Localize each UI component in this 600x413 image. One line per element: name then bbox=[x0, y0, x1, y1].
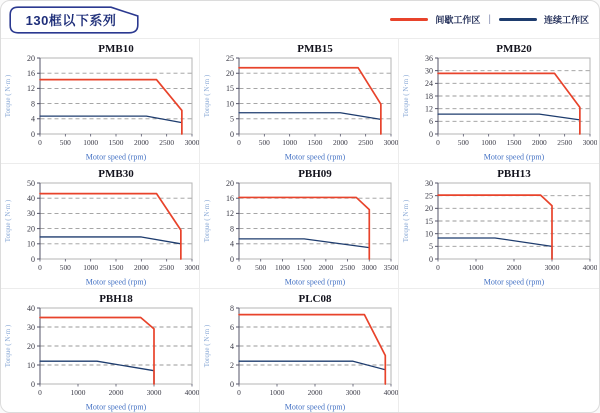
svg-text:4000: 4000 bbox=[184, 388, 199, 397]
chart-cell-PBH09 bbox=[200, 164, 399, 289]
chart-title: PMB20 bbox=[496, 43, 532, 55]
svg-text:3000: 3000 bbox=[146, 388, 162, 397]
x-axis-label: Motor speed (rpm) bbox=[284, 277, 346, 287]
chart-title: PBH13 bbox=[497, 168, 531, 180]
svg-text:2000: 2000 bbox=[133, 263, 149, 272]
svg-text:10: 10 bbox=[27, 239, 35, 249]
plot-area bbox=[239, 58, 391, 134]
svg-text:3000: 3000 bbox=[184, 263, 199, 272]
svg-text:0: 0 bbox=[31, 379, 35, 389]
svg-text:30: 30 bbox=[425, 66, 433, 76]
header bbox=[1, 1, 599, 38]
x-axis-label: Motor speed (rpm) bbox=[483, 277, 545, 287]
svg-text:0: 0 bbox=[436, 138, 440, 147]
x-axis-label: Motor speed (rpm) bbox=[85, 152, 147, 162]
svg-text:10: 10 bbox=[27, 360, 35, 370]
y-axis-label: Torque ( N·m ) bbox=[402, 199, 410, 243]
chart-title: PBH18 bbox=[99, 293, 133, 305]
chart-title: PMB10 bbox=[98, 43, 134, 55]
legend bbox=[390, 13, 589, 26]
legend-label-intermittent: 间歇工作区 bbox=[435, 15, 481, 25]
svg-text:2000: 2000 bbox=[531, 138, 547, 147]
svg-text:8: 8 bbox=[230, 224, 234, 234]
svg-text:1000: 1000 bbox=[468, 263, 484, 272]
svg-text:30: 30 bbox=[27, 209, 35, 219]
svg-text:2: 2 bbox=[230, 360, 234, 370]
svg-text:0: 0 bbox=[38, 263, 42, 272]
chart-cell-PMB10 bbox=[1, 39, 200, 164]
svg-text:16: 16 bbox=[27, 69, 35, 78]
svg-text:1000: 1000 bbox=[282, 138, 298, 147]
svg-text:25: 25 bbox=[226, 53, 234, 63]
svg-text:16: 16 bbox=[226, 194, 234, 203]
svg-text:30: 30 bbox=[27, 322, 35, 332]
chart-PBH09 bbox=[201, 166, 398, 287]
svg-text:1500: 1500 bbox=[108, 138, 124, 147]
svg-text:2000: 2000 bbox=[506, 263, 522, 272]
svg-text:1000: 1000 bbox=[481, 138, 497, 147]
svg-text:4: 4 bbox=[31, 114, 35, 124]
y-axis-label: Torque ( N·m ) bbox=[203, 199, 211, 243]
svg-text:24: 24 bbox=[425, 79, 433, 89]
svg-text:1000: 1000 bbox=[269, 388, 285, 397]
chart-title: PMB30 bbox=[98, 168, 134, 180]
svg-text:4000: 4000 bbox=[383, 388, 398, 397]
chart-PMB20 bbox=[400, 41, 597, 162]
svg-text:0: 0 bbox=[31, 129, 35, 139]
svg-text:4000: 4000 bbox=[582, 263, 597, 272]
svg-text:10: 10 bbox=[425, 229, 433, 239]
svg-text:0: 0 bbox=[230, 379, 234, 389]
svg-text:0: 0 bbox=[230, 129, 234, 139]
chart-cell-PBH18 bbox=[1, 289, 200, 413]
svg-text:2000: 2000 bbox=[307, 388, 323, 397]
svg-text:2000: 2000 bbox=[318, 263, 334, 272]
svg-text:8: 8 bbox=[230, 303, 234, 313]
y-axis-label: Torque ( N·m ) bbox=[203, 324, 211, 368]
x-axis-label: Motor speed (rpm) bbox=[284, 402, 346, 412]
svg-text:20: 20 bbox=[27, 341, 35, 351]
svg-text:36: 36 bbox=[425, 53, 433, 63]
legend-label-continuous: 连续工作区 bbox=[543, 15, 589, 25]
chart-cell-PMB15 bbox=[200, 39, 399, 164]
chart-PLC08 bbox=[201, 291, 398, 412]
svg-text:1500: 1500 bbox=[108, 263, 124, 272]
svg-text:0: 0 bbox=[429, 254, 433, 264]
svg-text:12: 12 bbox=[425, 104, 433, 114]
svg-text:25: 25 bbox=[425, 191, 433, 201]
legend-divider: | bbox=[488, 14, 491, 25]
svg-text:3000: 3000 bbox=[184, 138, 199, 147]
svg-text:6: 6 bbox=[230, 322, 234, 332]
chart-cell-PLC08 bbox=[200, 289, 399, 413]
x-axis-label: Motor speed (rpm) bbox=[483, 152, 545, 162]
svg-text:2000: 2000 bbox=[133, 138, 149, 147]
legend-item-intermittent bbox=[390, 13, 480, 26]
svg-text:1500: 1500 bbox=[506, 138, 522, 147]
svg-text:1000: 1000 bbox=[275, 263, 290, 272]
svg-text:1500: 1500 bbox=[307, 138, 323, 147]
svg-text:500: 500 bbox=[59, 138, 71, 147]
empty-cell bbox=[399, 289, 600, 413]
svg-text:0: 0 bbox=[436, 263, 440, 272]
svg-text:1000: 1000 bbox=[83, 138, 99, 147]
svg-text:15: 15 bbox=[425, 216, 433, 226]
y-axis-label: Torque ( N·m ) bbox=[402, 74, 410, 118]
svg-text:500: 500 bbox=[255, 263, 267, 272]
svg-text:0: 0 bbox=[237, 138, 241, 147]
svg-text:30: 30 bbox=[425, 178, 433, 188]
svg-text:2000: 2000 bbox=[332, 138, 348, 147]
intermittent-line-swatch bbox=[390, 18, 428, 21]
y-axis-label: Torque ( N·m ) bbox=[203, 74, 211, 118]
svg-text:50: 50 bbox=[27, 178, 35, 188]
svg-text:0: 0 bbox=[237, 388, 241, 397]
chart-PMB10 bbox=[2, 41, 199, 162]
svg-text:8: 8 bbox=[31, 99, 35, 109]
svg-text:4: 4 bbox=[230, 239, 234, 249]
svg-text:1500: 1500 bbox=[296, 263, 312, 272]
title-tag bbox=[9, 6, 139, 34]
svg-text:12: 12 bbox=[27, 84, 35, 94]
svg-text:20: 20 bbox=[425, 204, 433, 214]
svg-text:0: 0 bbox=[237, 263, 241, 272]
x-axis-label: Motor speed (rpm) bbox=[85, 277, 147, 287]
svg-text:0: 0 bbox=[429, 129, 433, 139]
svg-text:1000: 1000 bbox=[70, 388, 86, 397]
svg-text:2500: 2500 bbox=[159, 138, 175, 147]
svg-text:6: 6 bbox=[429, 117, 433, 127]
svg-text:3000: 3000 bbox=[361, 263, 377, 272]
svg-text:500: 500 bbox=[457, 138, 469, 147]
svg-text:3000: 3000 bbox=[383, 138, 398, 147]
svg-text:4: 4 bbox=[230, 341, 234, 351]
svg-text:1000: 1000 bbox=[83, 263, 99, 272]
chart-PMB15 bbox=[201, 41, 398, 162]
chart-title: PLC08 bbox=[298, 293, 332, 305]
svg-text:2500: 2500 bbox=[557, 138, 573, 147]
y-axis-label: Torque ( N·m ) bbox=[4, 199, 12, 243]
chart-PBH13 bbox=[400, 166, 597, 287]
chart-grid bbox=[1, 38, 599, 413]
svg-text:40: 40 bbox=[27, 303, 35, 313]
svg-text:3000: 3000 bbox=[345, 388, 361, 397]
svg-text:3000: 3000 bbox=[544, 263, 560, 272]
svg-text:20: 20 bbox=[226, 178, 234, 188]
svg-text:3000: 3000 bbox=[582, 138, 597, 147]
svg-text:0: 0 bbox=[230, 254, 234, 264]
svg-text:2500: 2500 bbox=[358, 138, 374, 147]
svg-text:2500: 2500 bbox=[159, 263, 175, 272]
chart-title: PBH09 bbox=[298, 168, 332, 180]
svg-text:20: 20 bbox=[27, 224, 35, 234]
y-axis-label: Torque ( N·m ) bbox=[4, 324, 12, 368]
svg-text:20: 20 bbox=[27, 53, 35, 63]
svg-text:40: 40 bbox=[27, 194, 35, 203]
svg-text:2000: 2000 bbox=[108, 388, 124, 397]
svg-text:0: 0 bbox=[38, 388, 42, 397]
svg-text:5: 5 bbox=[429, 242, 433, 252]
chart-cell-PMB30 bbox=[1, 164, 200, 289]
chart-cell-PMB20 bbox=[399, 39, 600, 164]
svg-text:0: 0 bbox=[31, 254, 35, 264]
page-title: 130框以下系列 bbox=[25, 13, 117, 28]
svg-text:18: 18 bbox=[425, 91, 433, 101]
chart-title: PMB15 bbox=[297, 43, 333, 55]
svg-text:12: 12 bbox=[226, 209, 234, 219]
continuous-line-swatch bbox=[499, 18, 537, 21]
svg-text:0: 0 bbox=[38, 138, 42, 147]
chart-cell-PBH13 bbox=[399, 164, 600, 289]
chart-PMB30 bbox=[2, 166, 199, 287]
legend-item-continuous bbox=[499, 13, 589, 26]
y-axis-label: Torque ( N·m ) bbox=[4, 74, 12, 118]
chart-PBH18 bbox=[2, 291, 199, 412]
svg-text:15: 15 bbox=[226, 84, 234, 94]
svg-text:5: 5 bbox=[230, 114, 234, 124]
svg-text:10: 10 bbox=[226, 99, 234, 109]
svg-text:500: 500 bbox=[258, 138, 270, 147]
svg-text:3500: 3500 bbox=[383, 263, 398, 272]
svg-text:20: 20 bbox=[226, 69, 234, 78]
svg-text:500: 500 bbox=[59, 263, 71, 272]
x-axis-label: Motor speed (rpm) bbox=[284, 152, 346, 162]
x-axis-label: Motor speed (rpm) bbox=[85, 402, 147, 412]
svg-text:2500: 2500 bbox=[340, 263, 355, 272]
